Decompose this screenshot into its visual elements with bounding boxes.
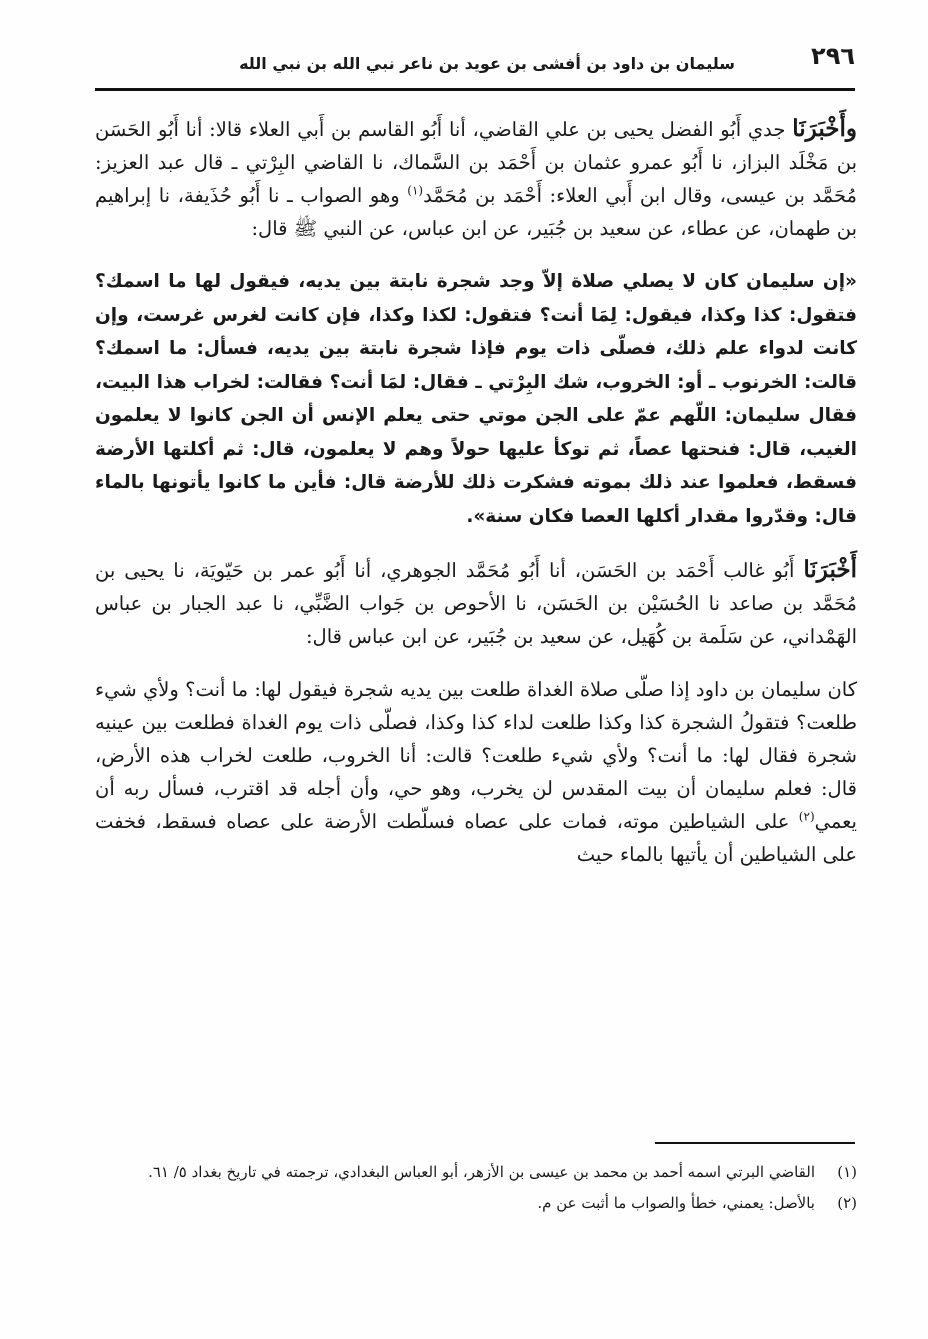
footnotes	[95, 1160, 857, 1222]
footnote-separator	[655, 1142, 855, 1144]
paragraph-text: وهو الصواب ـ نا أَبُو حُذَيفة، نا إبراهيم بن طهمان، عن عطاء، عن سعيد بن جُبَير، عن ابن عباس، عن النبي ﷺ قال:	[95, 184, 857, 240]
footnote-text: القاضي البرتي اسمه أحمد بن محمد بن عيسى بن الأزهر، أبو العباس البغدادي، ترجمته في تاريخ بغداد ٥/ ٦١.	[148, 1163, 815, 1181]
paragraph-text: جدي أَبُو الفضل يحيى بن علي القاضي، أنا أَبُو القاسم بن أَبي العلاء قالا: أنا أَبُو الحَسَن بن مَخْلَد البزاز، نا أَبُو عمرو عثمان بن أَحْمَد بن السَّماك، نا القاضي البِرْتي ـ قال عبد العزيز: مُحَمَّد بن عيسى، وقال ابن أَبي العلاء: أَحْمَد بن مُحَمَّد	[95, 118, 857, 207]
paragraph-text: أَبُو غالب أَحْمَد بن الحَسَن، أنا أَبُو مُحَمَّد الجوهري، أنا أَبُو عمر بن حَيّويَة، نا يحيى بن مُحَمَّد بن صاعد نا الحُسَيْن بن الحَسَن، نا الأحوص بن جَواب الضَّبِّي، نا عبد الجبار بن عباس الهَمْداني، عن سَلَمة بن كُهَيل، عن سعيد بن جُبَير، عن ابن عباس قال:	[95, 559, 857, 648]
paragraph-lead: أَخْبَرَنَا	[803, 556, 857, 583]
footnote-item	[95, 1160, 857, 1185]
paragraph-1	[95, 112, 857, 245]
page-number: ٢٩٦	[811, 42, 855, 70]
footnote-item	[95, 1191, 857, 1216]
paragraph-lead: وأَخْبَرَنَا	[792, 115, 857, 142]
page-header	[95, 42, 855, 91]
running-title: سليمان بن داود بن أفشى بن عويد بن ناعر نبي الله بن نبي الله	[239, 54, 735, 73]
paragraph-text: كان سليمان بن داود إذا صلّى صلاة الغداة طلعت بين يديه شجرة فيقول لها: ما أنت؟ ولأي شيء طلعت؟ فتقولُ الشجرة كذا وكذا طلعت لداء كذا وكذا، فصلّى ذات يوم الغداة فطلعت بين عينيه شجرة فقال لها: ما أنت؟ ولأي شيء طلعت؟ قالت: أنا الخروب، طلعت لخراب هذه الأرض، قال: فعلم سليمان أن بيت المقدس لن يخرب، وهو حي، وأن أجله قد اقترب، فسأل ربه أن يعمي	[95, 678, 857, 833]
footnote-reference[interactable]: (١)	[407, 183, 424, 198]
main-text	[95, 112, 857, 891]
footnote-reference[interactable]: (٢)	[798, 809, 815, 824]
footnote-text: بالأصل: يعمني، خطأ والصواب ما أثبت عن م.	[537, 1194, 815, 1212]
footnote-number: (٢)	[837, 1194, 857, 1212]
paragraph-4	[95, 673, 857, 871]
hadith-quote: «إن سليمان كان لا يصلي صلاة إلاّ وجد شجرة نابتة بين يديه، فيقول لها ما اسمك؟ فتقول: كذا وكذا، فيقول: لِمَا أنت؟ فتقول: لكذا وكذا، فإن كانت لغرس غرست، وإن كانت لدواء علم ذلك، فصلّى ذات يوم فإذا شجرة نابتة بين يديه، فسأل: ما اسمك؟ قالت: الخرنوب ـ أو: الخروب، شك البِرْتي ـ فقال: لمَا أنت؟ فقالت: لخراب هذا البيت، فقال سليمان: اللّهم عمّ على الجن موتي حتى يعلم الإنس أن الجن كانوا لا يعلمون الغيب، قال: فنحتها عصاً، ثم توكأ عليها حولاً وهم لا يعلمون، قال: ثم أكلتها الأرضة فسقط، فعلموا عند ذلك بموته فشكرت ذلك للأرضة قال: فأين ما كانوا يأتونها بالماء قال: وقدّروا مقدار أكلها العصا فكان سنة».	[95, 271, 857, 527]
footnote-number: (١)	[837, 1163, 857, 1181]
paragraph-text: على الشياطين موته، فمات على عصاه فسلّطت الأرضة على عصاه فسقط، فخفت على الشياطين أن يأتيها بالماء حيث	[95, 810, 857, 866]
paragraph-3	[95, 553, 857, 653]
